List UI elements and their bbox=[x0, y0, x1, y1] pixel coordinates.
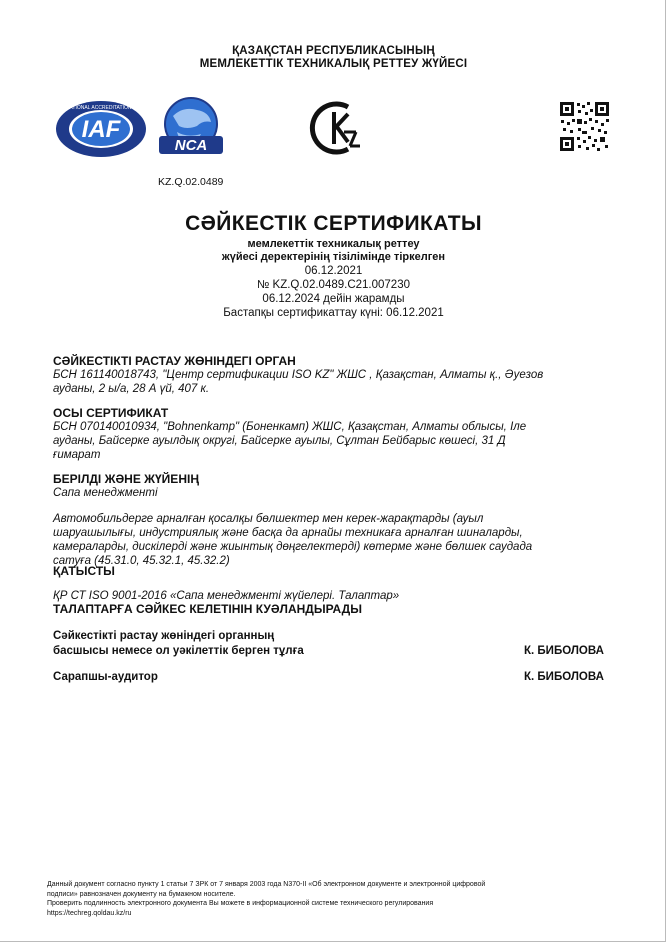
initial-certification-date: Бастапқы сертификаттау күні: 06.12.2021 bbox=[223, 307, 444, 319]
auditor-name: К. БИБОЛОВА bbox=[524, 671, 604, 683]
nca-logo-text: NCA bbox=[174, 137, 208, 154]
header-line-2: МЕМЛЕКЕТТІК ТЕХНИКАЛЫҚ РЕТТЕУ ЖҮЙЕСІ bbox=[199, 58, 468, 70]
conformity-statement: ТАЛАПТАРҒА СӘЙКЕС КЕЛЕТІНІН КУӘЛАНДЫРАДЫ bbox=[53, 602, 362, 616]
certification-body-details bbox=[53, 368, 613, 396]
subtitle-line-2: жүйесі деректерінің тізілімінде тіркелген bbox=[221, 251, 446, 263]
footer-line-3: Проверить подлинность электронного документа Вы можете в информационной системе технического регулирования bbox=[47, 900, 434, 907]
iaf-logo-text: IAF bbox=[81, 116, 121, 143]
certification-body-line-2: ауданы, 2 ы/а, 28 А үй, 407 к. bbox=[53, 383, 210, 395]
holder-details bbox=[53, 420, 613, 462]
holder-title: ОСЫ СЕРТИФИКАТ bbox=[53, 406, 169, 420]
iaf-logo bbox=[55, 100, 147, 158]
certificate-subtitle bbox=[0, 238, 667, 264]
certification-body-title: СӘЙКЕСТІКТІ РАСТАУ ЖӨНІНДЕГІ ОРГАН bbox=[53, 354, 296, 368]
certificate-date: 06.12.2021 bbox=[304, 265, 363, 277]
system-type: Сапа менеджменті bbox=[53, 487, 158, 499]
scope-line-3: камераларды, дискілерді және жиынтық дөңгелектерді) көтерме және бөлшек саудада bbox=[53, 541, 533, 553]
system-title: БЕРІЛДІ ЖӘНЕ ЖҮЙЕНІҢ bbox=[53, 472, 199, 486]
valid-until: 06.12.2024 дейін жарамды bbox=[262, 293, 405, 305]
head-signatory-name: К. БИБОЛОВА bbox=[524, 645, 604, 657]
scope-line-1: Автомобильдерге арналған қосалқы бөлшектер мен керек-жарақтарды (ауыл bbox=[53, 513, 484, 525]
head-label-line-2: басшысы немесе ол уәкілеттік берген тұлға bbox=[53, 645, 304, 657]
kz-conformity-mark-icon bbox=[304, 98, 364, 158]
header-line-1: ҚАЗАҚСТАН РЕСПУБЛИКАСЫНЫҢ bbox=[232, 45, 435, 57]
footer-line-1: Данный документ согласно пункту 1 статьи 7 ЗРК от 7 января 2003 года N370-II «Об электронном документе и электронной цифровой bbox=[47, 881, 486, 888]
scope-line-2: шаруашылығы, индустриялық және басқа да арнайы техникаға арналған шиналарды, bbox=[53, 527, 523, 539]
certificate-meta bbox=[0, 264, 667, 320]
qr-code-icon[interactable] bbox=[558, 100, 611, 153]
certificate-title: СӘЙКЕСТІК СЕРТИФИКАТЫ bbox=[185, 212, 482, 235]
auditor-label: Сарапшы-аудитор bbox=[53, 671, 158, 683]
footer-line-2: подписи» равнозначен документу на бумажном носителе. bbox=[47, 890, 236, 898]
iaf-logo-ring: INTERNATIONAL ACCREDITATION FORUM bbox=[55, 105, 147, 111]
scope-line-4: сатуға (45.31.0, 45.32.1, 45.32.2) bbox=[53, 555, 230, 567]
head-signatory-label bbox=[53, 629, 304, 659]
registry-code: KZ.Q.02.0489 bbox=[158, 176, 224, 188]
holder-line-3: ғимарат bbox=[53, 449, 101, 461]
certificate-number: № KZ.Q.02.0489.C21.007230 bbox=[257, 279, 410, 291]
holder-line-2: ауданы, Байсерке ауылдық округі, Байсерке ауылы, Сұлтан Бейбарыс көшесі, 31 Д bbox=[53, 435, 506, 447]
footer-link[interactable]: https://techreg.qoldau.kz/ru bbox=[47, 909, 132, 917]
relation-title: ҚАТЫСТЫ bbox=[53, 564, 115, 578]
header bbox=[0, 45, 667, 71]
head-label-line-1: Сәйкестікті растау жөніндегі органның bbox=[53, 630, 275, 642]
footer-note bbox=[47, 880, 617, 918]
subtitle-line-1: мемлекеттік техникалық реттеу bbox=[247, 238, 420, 250]
holder-line-1: БСН 070140010934, "Bohnenkamp" (Боненкамп) ЖШС, Қазақстан, Алматы облысы, Іле bbox=[53, 421, 527, 433]
certification-body-line-1: БСН 161140018743, "Центр сертификации ISO KZ" ЖШС , Қазақстан, Алматы қ., Әуезов bbox=[53, 369, 544, 381]
system-scope bbox=[53, 512, 613, 568]
accreditation-center-logo bbox=[153, 96, 229, 160]
standard-reference: ҚР СТ ISO 9001-2016 «Сапа менеджменті жүйелері. Талаптар» bbox=[53, 590, 400, 602]
